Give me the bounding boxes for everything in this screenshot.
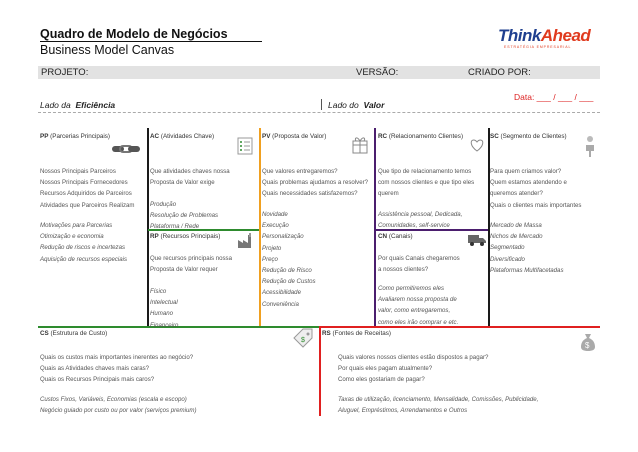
pp-divider [147,128,149,326]
project-label: PROJETO: [41,67,89,78]
gift-icon [351,134,369,154]
pv-examples: Novidade Execução Personalização Projeto Preço Redução de Risco Redução de Custos Acessibilidade Conveniência [262,211,316,308]
pp-header: PP (Parcerias Principais) [40,133,110,140]
pv-left-divider [259,128,261,326]
rc-questions: Que tipo de relacionamento temos com nossos clientes e que tipo eles querem [378,168,475,198]
pv-questions: Que valores entregaremos? Quais problemas ajudamos a resolver? Quais necessidades satisfazemos? [262,168,369,198]
page-title: Quadro de Modelo de Negócios [40,27,228,41]
pp-examples: Motivações para Parcerias Otimização e economia Redução de riscos e incertezas Aquisição de recursos especiais [40,222,128,263]
sc-header: SC (Segmento de Clientes) [490,133,567,140]
project-info-bar [38,66,600,79]
chain-link-icon [111,143,141,155]
rs-examples: Taxas de utilização, licenciamento, Mensalidade, Comissões, Publicidade, Aluguel, Empréstimos, Arrendamentos e Outros [338,396,539,415]
title-underline [40,41,262,42]
truck-icon [467,233,487,247]
cs-questions: Quais os custos mais importantes inerentes ao negócio? Quais as Atividades chaves mais caras? Quais os Recursos Principais mais caros? [40,354,194,384]
money-bag-icon [580,332,596,352]
svg-text:$: $ [585,341,590,350]
revenue-top-border [321,326,600,328]
factory-icon [237,233,255,249]
value-side-label: Lado do Valor [328,100,385,110]
rc-examples: Assistência pessoal, Dedicada, Comunidades, self-service [378,211,463,230]
sc-examples: Mercado de Massa Nichos de Mercado Segmentado Diversificado Plataformas Multifacetadas [490,222,564,274]
svg-text:$: $ [301,337,305,344]
ac-header: AC (Atividades Chave) [150,133,215,140]
heart-icon [469,137,485,153]
cn-header: CN (Canais) [378,233,413,240]
rp-questions: Que recursos principais nossa Proposta de Valor requer [150,255,232,274]
rs-header: RS (Fontes de Receitas) [322,330,391,337]
version-label: VERSÃO: [356,67,399,78]
date-field: Data: ___ / ___ / ___ [514,92,594,102]
cn-examples: Como permitiremos eles Avaliarem nossa proposta de valor, como entregaremos, como eles irão comprar e etc. [378,285,459,326]
pv-right-divider [374,128,376,326]
rp-examples: Físico Intelectual Humano Financeiro [150,288,179,329]
pv-header: PV (Proposta de Valor) [262,133,327,140]
rs-questions: Quais valores nossos clientes estão dispostos a pagar? Por quais eles pagam atualmente? Como eles gostariam de pagar? [338,354,489,384]
cn-questions: Por quais Canais chegaremos a nossos clientes? [378,255,460,274]
cs-header: CS (Estrutura de Custo) [40,330,108,337]
ac-questions: Que atividades chaves nossa Proposta de Valor exige [150,168,230,187]
rp-header: RP (Recursos Principais) [150,233,221,240]
cost-top-border [38,326,321,328]
thinkahead-logo: ThinkAhead ESTRATÉGIA EMPRESARIAL [498,26,591,49]
page-subtitle: Business Model Canvas [40,43,175,57]
rc-header: RC (Relacionamento Clientes) [378,133,464,140]
side-separator [321,99,322,110]
ac-examples: Produção Resolução de Problemas Plataforma / Rede [150,201,219,231]
price-tag-icon [292,328,314,350]
person-icon [584,135,596,157]
pp-questions: Nossos Principais Parceiros Nossos Principais Fornecedores Recursos Adquiridos de Parceiros Atividades que Parceiros Realizam [40,168,135,209]
created-by-label: CRIADO POR: [468,67,531,78]
dotted-divider [38,112,600,113]
sc-questions: Para quem criamos valor? Quem estamos atendendo e queremos atender? Quais o clientes mais importantes [490,168,582,209]
cs-examples: Custos Fixos, Variáveis, Economias (escala e escopo) Negócio guiado por custo ou por valor (serviços premium) [40,396,197,415]
cost-revenue-divider [319,326,321,416]
checklist-icon [237,137,253,155]
efficiency-side-label: Lado da Eficiência [40,100,116,110]
